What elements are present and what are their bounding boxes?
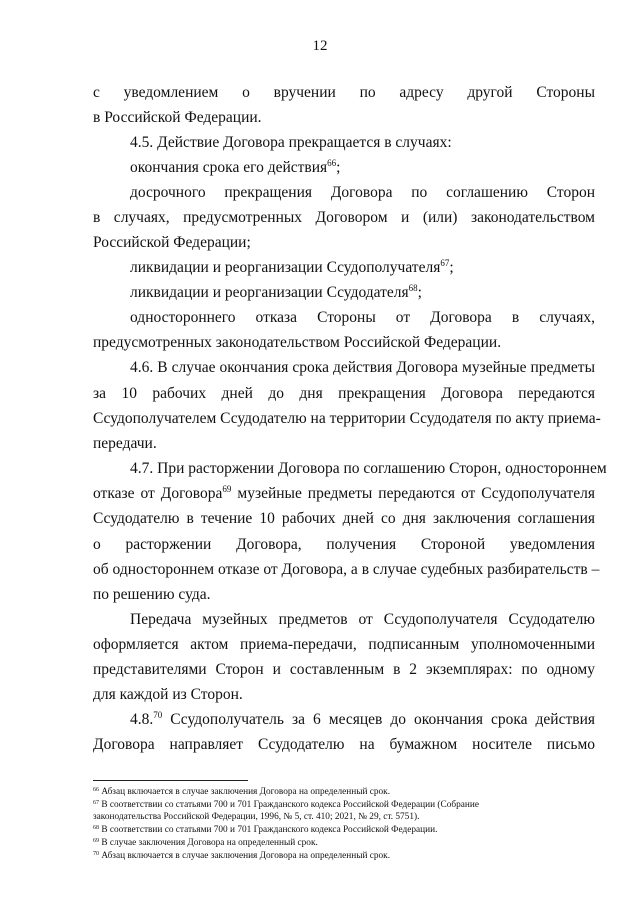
clause-heading: 4.5. Действие Договора прекращается в случаях: [130, 134, 452, 151]
text-line: по решению суда. [93, 586, 211, 603]
footnote: $^{69}$ В случае заключения Договора на определенный срок. [93, 838, 318, 848]
text-line: ликвидации и реорганизации Ссудодателя$^{68}$; [130, 283, 422, 301]
footnote-ref[interactable]: 68 [408, 283, 418, 293]
text-line: одностороннего отказа Стороны от Договора в случаях, [130, 309, 595, 326]
footnote: $^{66}$ Абзац включается в случае заключения Договора на определенный срок. [93, 787, 391, 797]
footnote: $^{70}$ Абзац включается в случае заключения Договора на определенный срок. [93, 851, 391, 861]
footnote: $^{68}$ В соответствии со статьями 700 и 701 Гражданского кодекса Российской Федерации. [93, 825, 438, 835]
text-line: о расторжении Договора, получения Стороной уведомления [93, 536, 595, 553]
text-line: досрочного прекращения Договора по соглашению Сторон [130, 184, 595, 201]
text-line: с уведомлением о вручении по адресу другой Стороны [93, 84, 595, 101]
text-line: Договора направляет Ссудодателю на бумажном носителе письмо [93, 736, 595, 753]
clause-heading: 4.7. При расторжении Договора по соглашению Сторон, одностороннем [130, 460, 607, 477]
text-line: в случаях, предусмотренных Договором и (или) законодательством [93, 209, 595, 226]
text-line: Ссудополучателем Ссудодателю на территории Ссудодателя по акту приема- [93, 410, 601, 427]
footnote-ref[interactable]: 69 [222, 484, 232, 494]
text-line: отказе от Договора$^{69}$ музейные предметы передаются от Ссудополучателя [93, 484, 595, 502]
text-line: об одностороннем отказе от Договора, а в случае судебных разбирательств – [93, 561, 600, 578]
text-line: окончания срока его действия$^{66}$; [130, 158, 341, 176]
clause-heading: 4.8.70 Ссудополучатель за 6 месяцев до окончания срока действия [130, 710, 595, 728]
text-line: оформляется актом приема-передачи, подписанным уполномоченными [93, 636, 595, 653]
footnote-ref[interactable]: 70 [153, 710, 163, 720]
footnote-ref[interactable]: 66 [327, 158, 337, 168]
footnote-separator [93, 780, 248, 781]
text-line: в Российской Федерации. [93, 109, 262, 126]
text-line: Ссудодателю в течение 10 рабочих дней со дня заключения соглашения [93, 510, 595, 527]
text-line: передачи. [93, 435, 157, 452]
footnote: $^{67}$ В соответствии со статьями 700 и 701 Гражданского кодекса Российской Федерации (Собрание [93, 800, 479, 810]
text-line: представителями Сторон и составленным в 2 экземплярах: по одному [93, 661, 595, 678]
text-line: предусмотренных законодательством Российской Федерации. [93, 334, 502, 351]
page-number: 12 [312, 38, 328, 54]
text-line: за 10 рабочих дней до дня прекращения Договора передаются [93, 385, 595, 402]
footnote-ref[interactable]: 67 [440, 258, 450, 268]
footnote: законодательства Российской Федерации, 1996, № 5, ст. 410; 2021, № 29, ст. 5751). [93, 812, 420, 822]
text-line: ликвидации и реорганизации Ссудополучателя$^{67}$; [130, 258, 454, 276]
text-line: Передача музейных предметов от Ссудополучателя Ссудодателю [130, 611, 595, 628]
text-line: Российской Федерации; [93, 234, 251, 251]
text-line: для каждой из Сторон. [93, 686, 243, 703]
clause-heading: 4.6. В случае окончания срока действия Договора музейные предметы [130, 359, 595, 376]
